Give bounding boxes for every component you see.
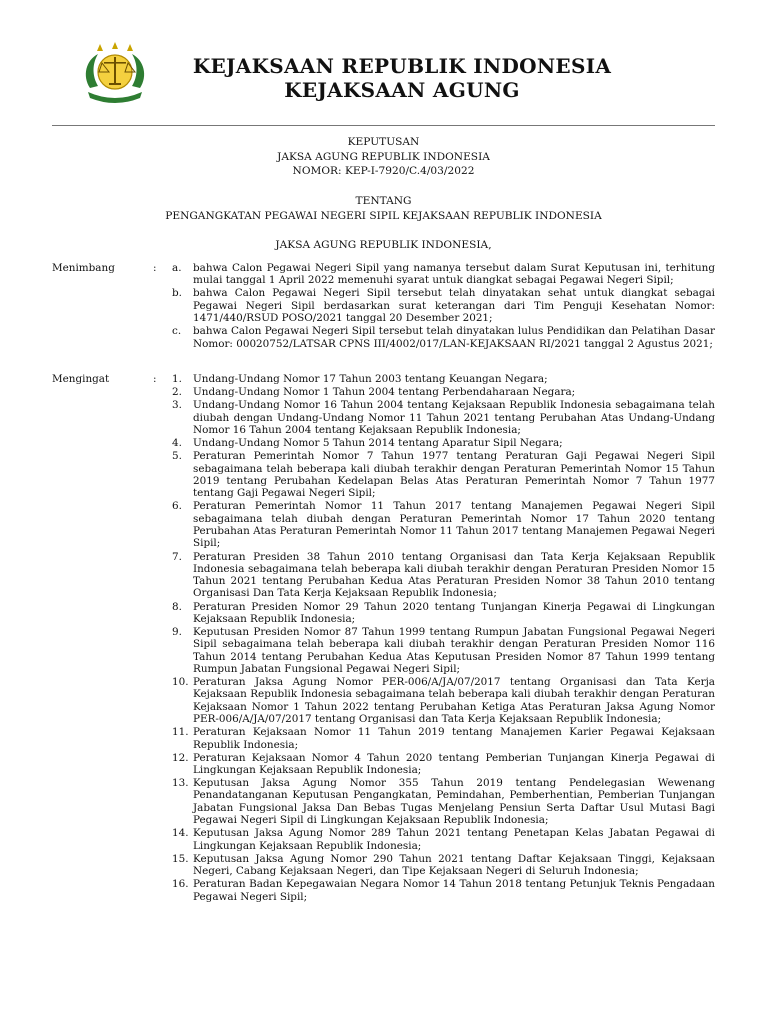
item-text: bahwa Calon Pegawai Negeri Sipil yang namanya tersebut dalam Surat Keputusan ini, terhitung mulai tanggal 1 April 2022 memenuhi syarat untuk diangkat sebagai Pegawai Negeri Sipil; bbox=[193, 262, 715, 287]
list-item bbox=[172, 551, 715, 600]
item-marker: 6. bbox=[172, 500, 182, 513]
list-item bbox=[172, 373, 715, 385]
list-item bbox=[172, 325, 715, 350]
item-text: Keputusan Jaksa Agung Nomor 289 Tahun 2021 tentang Penetapan Kelas Jabatan Pegawai di Lingkungan Kejaksaan Republik Indonesia; bbox=[193, 827, 715, 852]
section-colon: : bbox=[153, 373, 157, 385]
item-marker: 1. bbox=[172, 373, 182, 385]
decree-subject bbox=[52, 194, 715, 223]
kejaksaan-emblem-icon bbox=[80, 42, 150, 108]
item-text: Peraturan Badan Kepegawaian Negara Nomor 14 Tahun 2018 tentang Petunjuk Teknis Pengadaan Pegawai Negeri Sipil; bbox=[193, 878, 715, 903]
list-item bbox=[172, 601, 715, 626]
list-item bbox=[172, 386, 715, 398]
section-label: Menimbang bbox=[52, 262, 115, 274]
office-name: KEJAKSAAN AGUNG bbox=[284, 78, 520, 102]
item-text: Undang-Undang Nomor 16 Tahun 2004 tentang Kejaksaan Republik Indonesia sebagaimana telah diubah dengan Undang-Undang Nomor 11 Tahun 2021 tentang Perubahan Atas Undang-Undang Nomor 16 Tahun 2004 tentang Kejaksaan Republik Indonesia; bbox=[193, 399, 715, 436]
item-marker: b. bbox=[172, 287, 182, 300]
list-item bbox=[172, 399, 715, 436]
item-text: Peraturan Kejaksaan Nomor 11 Tahun 2019 tentang Manajemen Karier Pegawai Kejaksaan Republik Indonesia; bbox=[193, 726, 715, 751]
subject-title: PENGANGKATAN PEGAWAI NEGERI SIPIL KEJAKSAAN REPUBLIK INDONESIA bbox=[165, 209, 602, 222]
item-marker: 12. bbox=[172, 751, 189, 764]
mengingat-list bbox=[172, 373, 715, 904]
item-marker: 3. bbox=[172, 399, 182, 412]
item-marker: 2. bbox=[172, 386, 182, 399]
item-marker: 16. bbox=[172, 878, 189, 891]
list-item bbox=[172, 827, 715, 852]
item-marker: c. bbox=[172, 325, 182, 338]
item-marker: 15. bbox=[172, 852, 189, 865]
item-text: Undang-Undang Nomor 1 Tahun 2004 tentang Perbendaharaan Negara; bbox=[193, 386, 576, 399]
item-text: Peraturan Jaksa Agung Nomor PER-006/A/JA/07/2017 tentang Organisasi dan Tata Kerja Kejaksaan Republik Indonesia sebagaimana telah beberapa kali diubah terakhir dengan Peraturan Kejaksaan Nomor 1 Tahun 2022 tentang Perubahan Ketiga Atas Peraturan Jaksa Agung Nomor PER-006/A/JA/07/2017 tentang Organisasi dan Tata Kerja Kejaksaan Republik Indonesia; bbox=[193, 676, 715, 726]
list-item bbox=[172, 262, 715, 287]
list-item bbox=[172, 626, 715, 675]
item-text: Peraturan Presiden 38 Tahun 2010 tentang Organisasi dan Tata Kerja Kejaksaan Republik Indonesia sebagaimana telah beberapa kali diubah terakhir dengan Peraturan Presiden Nomor 15 Tahun 2021 tentang Perubahan Kedua Atas Peraturan Presiden Nomor 38 Tahun 2010 tentang Organisasi Dan Tata Kerja Kejaksaan Republik Indonesia; bbox=[193, 550, 715, 600]
item-text: Undang-Undang Nomor 5 Tahun 2014 tentang Aparatur Sipil Negara; bbox=[193, 437, 563, 450]
menimbang-list bbox=[172, 262, 715, 351]
item-marker: 9. bbox=[172, 626, 182, 639]
item-text: Peraturan Pemerintah Nomor 11 Tahun 2017 tentang Manajemen Pegawai Negeri Sipil sebagaimana telah diubah dengan Peraturan Pemerintah Nomor 17 Tahun 2020 tentang Perubahan Atas Peraturan Pemerintah Nomor 11 Tahun 2017 tentang Manajemen Pegawai Negeri Sipil; bbox=[193, 500, 715, 550]
header-divider bbox=[52, 125, 715, 126]
item-text: Keputusan Jaksa Agung Nomor 355 Tahun 2019 tentang Pendelegasian Wewenang Penandatanganan Keputusan Pengangkatan, Pemindahan, Pemberhentian, Pemberian Tunjangan Jabatan Fungsional Jaksa Dan Bebas Tugas Menjelang Pensiun Serta Daftar Usul Mutasi Bagi Pegawai Negeri Sipil di Lingkungan Kejaksaan Republik Indonesia; bbox=[193, 777, 715, 827]
section-label: Mengingat bbox=[52, 373, 110, 385]
item-text: Keputusan Presiden Nomor 87 Tahun 1999 tentang Rumpun Jabatan Fungsional Pegawai Negeri Sipil sebagaimana telah beberapa kali diubah terakhir dengan Peraturan Presiden Nomor 116 Tahun 2014 tentang Perubahan Kedua Atas Keputusan Presiden Nomor 87 Tahun 1999 tentang Rumpun Jabatan Fungsional Pegawai Negeri Sipil; bbox=[193, 626, 715, 675]
institution-name: KEJAKSAAN REPUBLIK INDONESIA bbox=[192, 54, 612, 78]
item-marker: a. bbox=[172, 262, 182, 274]
item-marker: 10. bbox=[172, 676, 189, 689]
item-text: Undang-Undang Nomor 17 Tahun 2003 tentang Keuangan Negara; bbox=[193, 373, 548, 385]
decree-header bbox=[52, 135, 715, 179]
list-item bbox=[172, 878, 715, 903]
item-marker: 5. bbox=[172, 450, 182, 463]
item-marker: 14. bbox=[172, 827, 189, 840]
item-text: bahwa Calon Pegawai Negeri Sipil tersebut telah dinyatakan lulus Pendidikan dan Pelatihan Dasar Nomor: 00020752/LATSAR CPNS III/4002/017/LAN-KEJAKSAAN RI/2021 tanggal 2 Agustus 2021; bbox=[193, 325, 715, 350]
letterhead bbox=[80, 42, 720, 108]
list-item bbox=[172, 726, 715, 751]
item-marker: 7. bbox=[172, 550, 182, 563]
section-colon: : bbox=[153, 262, 157, 274]
item-marker: 13. bbox=[172, 777, 189, 790]
item-text: Peraturan Kejaksaan Nomor 4 Tahun 2020 tentang Pemberian Tunjangan Kinerja Pegawai di Lingkungan Kejaksaan Republik Indonesia; bbox=[193, 751, 715, 776]
list-item bbox=[172, 752, 715, 777]
item-text: Keputusan Jaksa Agung Nomor 290 Tahun 2021 tentang Daftar Kejaksaan Tinggi, Kejaksaan Negeri, Cabang Kejaksaan Negeri, dan Tipe Kejaksaan Negeri di Seluruh Indonesia; bbox=[193, 852, 715, 878]
doc-number: NOMOR: KEP-I-7920/C.4/03/2022 bbox=[292, 165, 475, 177]
item-marker: 8. bbox=[172, 600, 182, 613]
list-item bbox=[172, 676, 715, 725]
list-item bbox=[172, 450, 715, 499]
doc-issuer: JAKSA AGUNG REPUBLIK INDONESIA bbox=[277, 150, 490, 163]
list-item bbox=[172, 853, 715, 878]
item-text: Peraturan Presiden Nomor 29 Tahun 2020 tentang Tunjangan Kinerja Pegawai di Lingkungan Kejaksaan Republik Indonesia; bbox=[193, 600, 715, 625]
doc-type: KEPUTUSAN bbox=[347, 136, 420, 148]
list-item bbox=[172, 287, 715, 324]
list-item bbox=[172, 500, 715, 549]
subject-heading: TENTANG bbox=[355, 195, 412, 207]
list-item bbox=[172, 437, 715, 449]
item-text: Peraturan Pemerintah Nomor 7 Tahun 1977 tentang Peraturan Gaji Pegawai Negeri Sipil sebagaimana telah beberapa kali diubah terakhir dengan Peraturan Pemerintah Nomor 15 Tahun 2019 tentang Perubahan Kedelapan Belas Atas Peraturan Pemerintah Nomor 7 Tahun 1977 tentang Gaji Pegawai Negeri Sipil; bbox=[193, 450, 715, 500]
issuer-line: JAKSA AGUNG REPUBLIK INDONESIA, bbox=[275, 239, 492, 251]
item-text: bahwa Calon Pegawai Negeri Sipil tersebut telah dinyatakan sehat untuk diangkat sebagai Pegawai Negeri Sipil berdasarkan surat keterangan dari Tim Penguji Kesehatan Nomor: 1471/440/RSUD POSO/2021 tanggal 20 Desember 2021; bbox=[193, 287, 715, 325]
letterhead-title bbox=[192, 54, 612, 102]
list-item bbox=[172, 777, 715, 826]
item-marker: 4. bbox=[172, 437, 182, 450]
item-marker: 11. bbox=[172, 726, 189, 739]
